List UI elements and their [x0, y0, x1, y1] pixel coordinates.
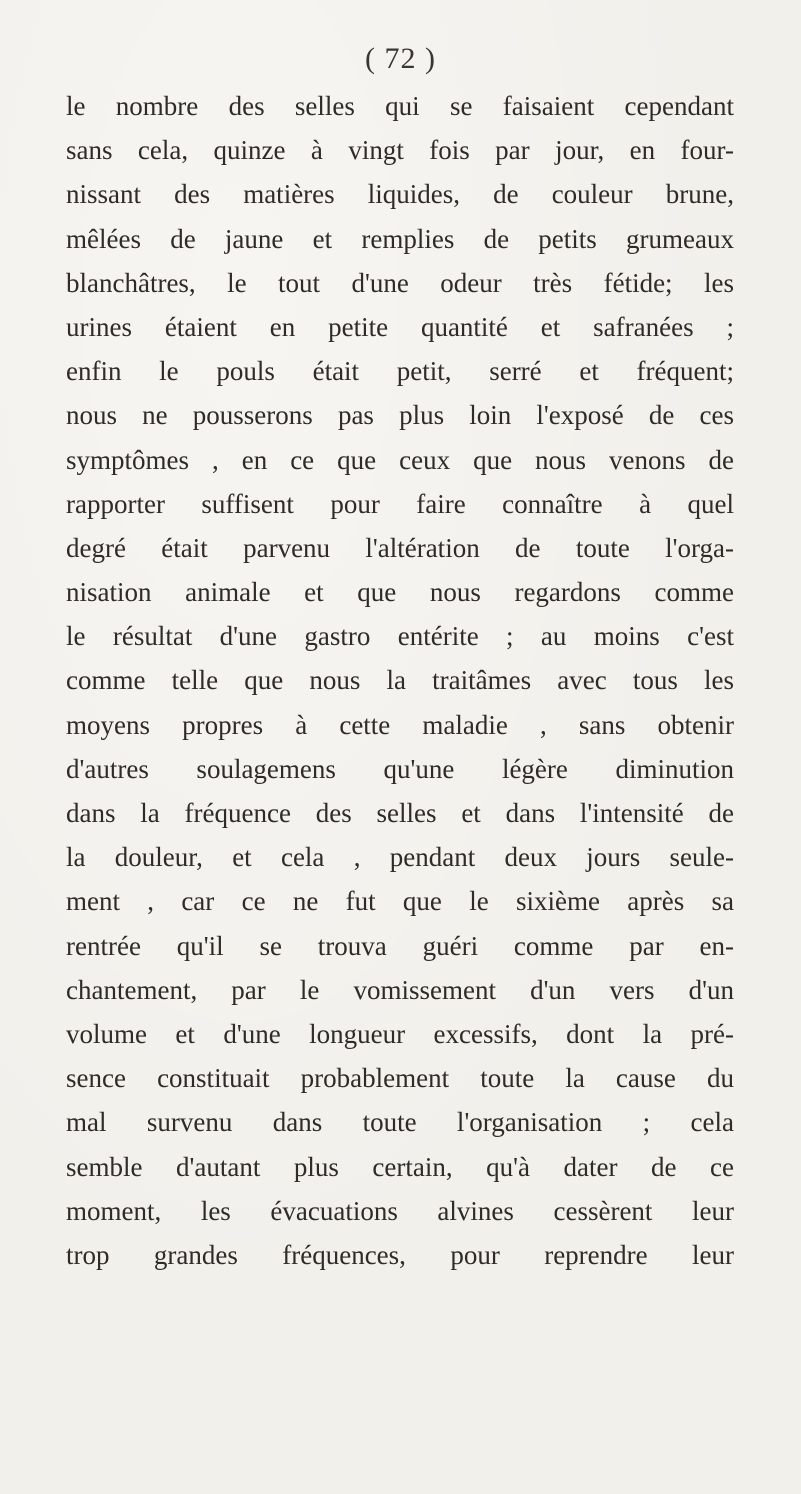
- text-line: enfin le pouls était petit, serré et fréquent;: [66, 356, 734, 387]
- text-line: mêlées de jaune et remplies de petits grumeaux: [66, 223, 734, 254]
- text-line: degré était parvenu l'altération de toute l'orga-: [66, 532, 734, 563]
- text-line: moyens propres à cette maladie , sans obtenir: [66, 709, 734, 740]
- text-line: moment, les évacuations alvines cessèrent leur: [66, 1195, 734, 1226]
- text-line: le nombre des selles qui se faisaient cependant: [66, 91, 734, 121]
- text-line: semble d'autant plus certain, qu'à dater de ce: [66, 1151, 734, 1182]
- text-line: rapporter suffisent pour faire connaître à quel: [66, 488, 734, 519]
- text-line: comme telle que nous la traitâmes avec tous les: [66, 665, 734, 696]
- text-line: nisation animale et que nous regardons comme: [66, 577, 734, 608]
- text-line: rentrée qu'il se trouva guéri comme par en-: [66, 930, 734, 961]
- text-line: volume et d'une longueur excessifs, dont la pré-: [66, 1018, 734, 1049]
- text-line: le résultat d'une gastro entérite ; au moins c'est: [66, 621, 734, 652]
- page-number: ( 72 ): [365, 42, 436, 75]
- text-line: la douleur, et cela , pendant deux jours seule-: [66, 842, 734, 873]
- text-line: urines étaient en petite quantité et safranées ;: [66, 311, 734, 342]
- text-line: mal survenu dans toute l'organisation ; cela: [66, 1107, 734, 1138]
- text-line: sence constituait probablement toute la cause du: [66, 1063, 734, 1094]
- text-line: d'autres soulagemens qu'une légère diminution: [66, 753, 734, 784]
- text-line: nous ne pousserons pas plus loin l'exposé de ces: [66, 400, 734, 431]
- body-text: [66, 84, 734, 1277]
- text-line: sans cela, quinze à vingt fois par jour, en four-: [66, 135, 734, 166]
- text-line: blanchâtres, le tout d'une odeur très fétide; les: [66, 267, 734, 298]
- text-line: dans la fréquence des selles et dans l'intensité de: [66, 798, 734, 828]
- text-line: chantement, par le vomissement d'un vers d'un: [66, 974, 734, 1005]
- text-line: symptômes , en ce que ceux que nous venons de: [66, 444, 734, 475]
- text-line: nissant des matières liquides, de couleur brune,: [66, 179, 734, 210]
- text-line: ment , car ce ne fut que le sixième après sa: [66, 886, 734, 917]
- text-line: trop grandes fréquences, pour reprendre leur: [66, 1239, 734, 1270]
